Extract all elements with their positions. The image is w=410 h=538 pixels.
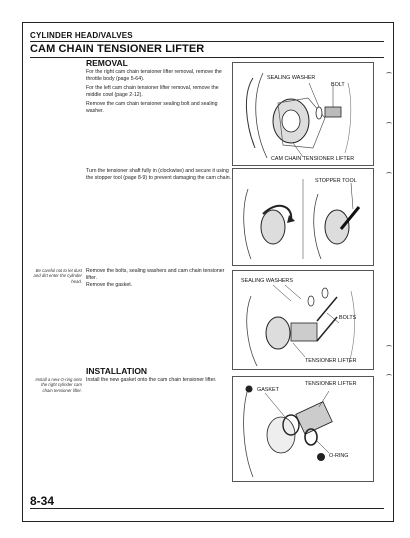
page-number: 8-34 xyxy=(30,494,55,508)
footer-rule xyxy=(30,508,384,509)
removal-heading: REMOVAL xyxy=(86,58,128,68)
edge-mark xyxy=(386,122,392,126)
removal-text-1: For the right cam chain tensioner lifter removal, remove the throttle body (page 5-64). xyxy=(86,69,222,82)
installation-heading: INSTALLATION xyxy=(86,366,148,376)
page-title: CAM CHAIN TENSIONER LIFTER xyxy=(30,43,205,55)
callout-bolt: BOLT xyxy=(331,82,345,88)
callout-sealing-washers: SEALING WASHERS xyxy=(241,278,293,284)
callout-gasket: GASKET xyxy=(257,387,279,393)
removal-text-5: Remove the bolts, sealing washers and cam chain tensioner lifter. xyxy=(86,268,225,281)
callout-o-ring: O-RING xyxy=(329,453,349,459)
edge-mark xyxy=(386,374,392,378)
engine-illustration-4 xyxy=(233,377,373,481)
header-rule xyxy=(30,41,384,42)
removal-text-3: Remove the cam chain tensioner sealing bolt and sealing washer. xyxy=(86,101,218,114)
edge-mark xyxy=(386,172,392,176)
callout-sealing-washer: SEALING WASHER xyxy=(267,75,316,81)
side-note-oring: Install a new O-ring onto the right cylinder cam chain tensioner lifter. xyxy=(35,377,82,393)
callout-tensioner-lifter-install: TENSIONER LIFTER xyxy=(305,381,357,387)
title-rule xyxy=(30,57,384,58)
figure-tensioner-removal xyxy=(232,270,374,370)
figure-installation xyxy=(232,376,374,482)
callout-cam-chain-tensioner-lifter: CAM CHAIN TENSIONER LIFTER xyxy=(271,156,355,162)
callout-tensioner-lifter: TENSIONER LIFTER xyxy=(305,358,357,364)
removal-text-2: For the left cam chain tensioner lifter removal, remove the middle cowl (page 2-12). xyxy=(86,85,219,98)
removal-text-4: Turn the tensioner shaft fully in (clockwise) and secure it using the stopper tool (page 8-9) to prevent damaging the cam chain. xyxy=(86,168,232,181)
side-note-dust: Be careful not to let dust and dirt enter the cylinder head. xyxy=(33,268,82,284)
figure-sealing-bolt-removal xyxy=(232,62,374,166)
installation-text-1: Install the new gasket onto the cam chain tensioner lifter. xyxy=(86,377,217,383)
callout-stopper-tool: STOPPER TOOL xyxy=(315,178,357,184)
edge-mark xyxy=(386,72,392,76)
callout-bolts: BOLTS xyxy=(339,315,357,321)
edge-mark xyxy=(386,345,392,349)
figure-stopper-tool xyxy=(232,168,374,266)
removal-text-6: Remove the gasket. xyxy=(86,282,133,288)
section-header: CYLINDER HEAD/VALVES xyxy=(30,31,133,40)
